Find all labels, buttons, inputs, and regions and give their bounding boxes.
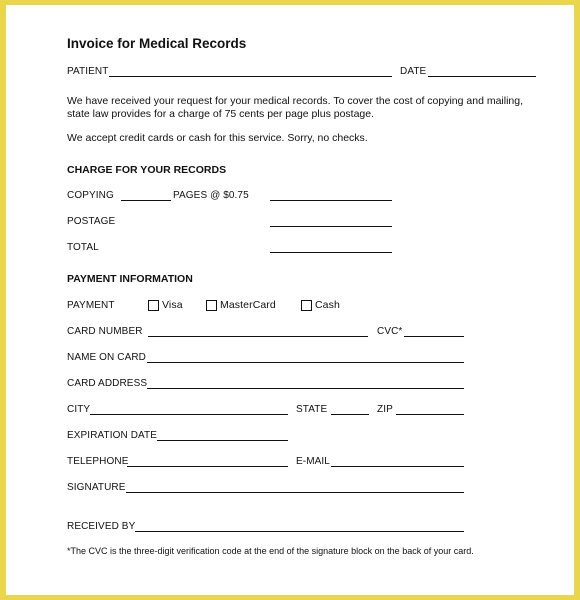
cash-option-label: Cash xyxy=(315,299,340,311)
copying-label: COPYING xyxy=(67,190,114,201)
document-title: Invoice for Medical Records xyxy=(67,36,247,51)
card-number-field[interactable] xyxy=(148,336,368,337)
total-field[interactable] xyxy=(270,252,392,253)
city-field[interactable] xyxy=(90,414,288,415)
payment-section-heading: PAYMENT INFORMATION xyxy=(67,273,193,285)
postage-label: POSTAGE xyxy=(67,216,116,227)
copying-field[interactable] xyxy=(121,200,171,201)
total-label: TOTAL xyxy=(67,242,99,253)
name-on-card-label: NAME ON CARD xyxy=(67,352,146,363)
cvc-label: CVC* xyxy=(377,326,403,337)
payment-label: PAYMENT xyxy=(67,300,115,311)
visa-option-label: Visa xyxy=(162,299,183,311)
email-label: E-MAIL xyxy=(296,456,330,467)
date-label: DATE xyxy=(400,66,427,77)
received-by-field[interactable] xyxy=(135,531,464,532)
zip-label: ZIP xyxy=(377,404,393,415)
patient-label: PATIENT xyxy=(67,66,109,77)
email-field[interactable] xyxy=(331,466,464,467)
cvc-footnote: *The CVC is the three-digit verification code at the end of the signature block on the back of your card. xyxy=(67,546,474,556)
date-field[interactable] xyxy=(428,76,536,77)
zip-field[interactable] xyxy=(396,414,464,415)
card-address-field[interactable] xyxy=(147,388,464,389)
intro-paragraph: We have received your request for your medical records. To cover the cost of copying and mailing, state law provides for a charge of 75 cents per page plus postage. xyxy=(67,95,524,120)
telephone-label: TELEPHONE xyxy=(67,456,129,467)
invoice-page xyxy=(6,5,574,595)
cvc-field[interactable] xyxy=(404,336,464,337)
name-on-card-field[interactable] xyxy=(147,362,464,363)
received-by-label: RECEIVED BY xyxy=(67,521,136,532)
state-label: STATE xyxy=(296,404,328,415)
signature-field[interactable] xyxy=(126,492,464,493)
city-label: CITY xyxy=(67,404,91,415)
pages-rate-label: PAGES @ $0.75 xyxy=(173,190,249,201)
cash-checkbox[interactable] xyxy=(301,300,312,311)
visa-checkbox[interactable] xyxy=(148,300,159,311)
telephone-field[interactable] xyxy=(127,466,288,467)
payment-note: We accept credit cards or cash for this service. Sorry, no checks. xyxy=(67,132,368,144)
card-number-label: CARD NUMBER xyxy=(67,326,143,337)
mastercard-checkbox[interactable] xyxy=(206,300,217,311)
expiration-date-field[interactable] xyxy=(157,440,288,441)
pages-amount-field[interactable] xyxy=(270,200,392,201)
charge-section-heading: CHARGE FOR YOUR RECORDS xyxy=(67,164,227,176)
postage-field[interactable] xyxy=(270,226,392,227)
card-address-label: CARD ADDRESS xyxy=(67,378,148,389)
patient-field[interactable] xyxy=(109,76,392,77)
mastercard-option-label: MasterCard xyxy=(220,299,276,311)
signature-label: SIGNATURE xyxy=(67,482,126,493)
expiration-date-label: EXPIRATION DATE xyxy=(67,430,158,441)
state-field[interactable] xyxy=(331,414,369,415)
